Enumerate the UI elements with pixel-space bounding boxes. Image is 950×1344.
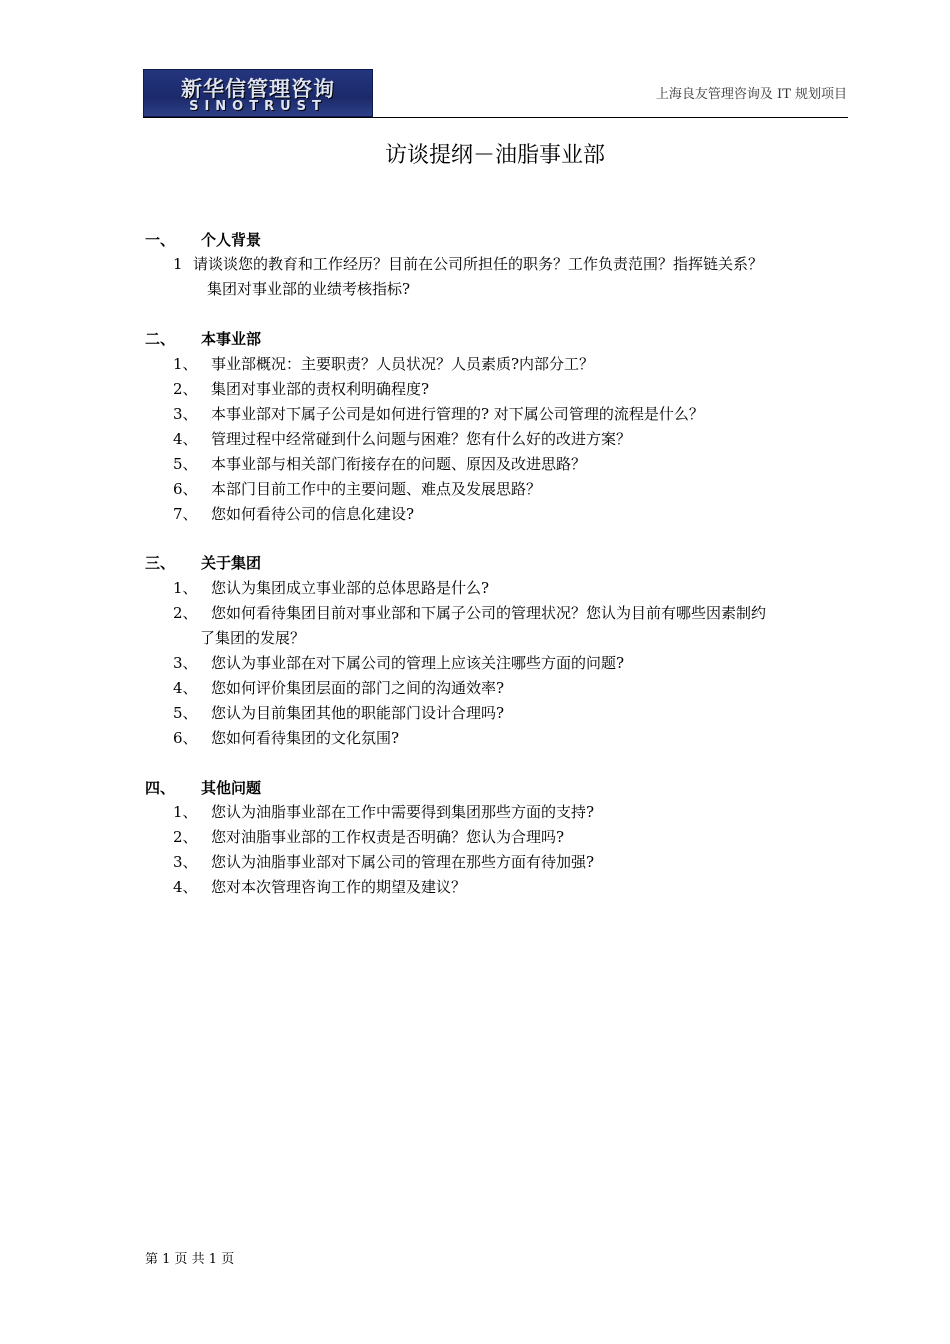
question-item	[173, 677, 853, 698]
section-heading	[145, 328, 261, 349]
section-heading	[145, 777, 261, 798]
question-item	[173, 876, 853, 897]
page-footer: 第 1 页 共 1 页	[145, 1252, 235, 1267]
question-number: 4、	[173, 679, 198, 697]
question-item	[173, 453, 853, 474]
question-number: 4、	[173, 430, 198, 448]
section-heading	[145, 552, 261, 573]
section-number: 三、	[145, 554, 176, 572]
section-title: 其他问题	[201, 779, 262, 797]
logo-chinese-text: 新华信管理咨询	[181, 77, 335, 101]
question-number: 2、	[173, 604, 198, 622]
company-logo	[143, 69, 373, 117]
section-title: 个人背景	[201, 231, 262, 249]
question-number: 7、	[173, 505, 198, 523]
question-text-continued: 了集团的发展？	[200, 629, 306, 647]
question-item	[173, 727, 853, 748]
question-text: 本部门目前工作中的主要问题、难点及发展思路？	[211, 480, 542, 498]
section-number: 四、	[145, 779, 176, 797]
question-item	[173, 378, 853, 399]
question-item	[173, 403, 853, 424]
question-number: 1、	[173, 579, 198, 597]
question-text: 您认为油脂事业部对下属公司的管理在那些方面有待加强?	[211, 853, 595, 871]
question-text-continued: 集团对事业部的业绩考核指标?	[207, 280, 411, 298]
section-title: 关于集团	[201, 554, 262, 572]
question-number: 3、	[173, 853, 198, 871]
header-project-name: 上海良友管理咨询及 IT 规划项目	[655, 87, 847, 102]
question-text: 管理过程中经常碰到什么问题与困难？您有什么好的改进方案？	[211, 430, 632, 448]
question-text: 您认为事业部在对下属公司的管理上应该关注哪些方面的问题?	[211, 654, 625, 672]
question-text: 本事业部与相关部门衔接存在的问题、原因及改进思路？	[211, 455, 587, 473]
logo-english-text: SINOTRUST	[189, 99, 327, 114]
header-divider	[143, 117, 848, 118]
question-number: 6、	[173, 729, 198, 747]
question-item	[173, 702, 853, 723]
question-text: 您如何看待集团目前对事业部和下属子公司的管理状况？您认为目前有哪些因素制约	[211, 604, 767, 622]
question-number: 1、	[173, 803, 198, 821]
question-item	[173, 478, 853, 499]
question-text: 您如何评价集团层面的部门之间的沟通效率?	[211, 679, 505, 697]
question-item	[173, 503, 853, 524]
section-number: 二、	[145, 330, 176, 348]
question-text: 集团对事业部的责权利明确程度?	[211, 380, 430, 398]
section-heading	[145, 229, 261, 250]
document-title: 访谈提纲－油脂事业部	[384, 143, 605, 168]
question-number: 1	[173, 255, 183, 273]
question-number: 3、	[173, 654, 198, 672]
question-item	[173, 577, 853, 598]
question-number: 2、	[173, 828, 198, 846]
question-number: 3、	[173, 405, 198, 423]
question-text: 您对油脂事业部的工作权责是否明确？您认为合理吗?	[211, 828, 565, 846]
question-text: 您认为目前集团其他的职能部门设计合理吗?	[211, 704, 505, 722]
question-number: 4、	[173, 878, 198, 896]
question-text: 您对本次管理咨询工作的期望及建议？	[211, 878, 467, 896]
question-text: 请谈谈您的教育和工作经历？目前在公司所担任的职务？工作负责范围？指挥链关系？	[193, 255, 764, 273]
question-text: 您认为集团成立事业部的总体思路是什么?	[211, 579, 490, 597]
question-number: 2、	[173, 380, 198, 398]
question-number: 5、	[173, 704, 198, 722]
section-number: 一、	[145, 231, 176, 249]
question-text: 您认为油脂事业部在工作中需要得到集团那些方面的支持?	[211, 803, 595, 821]
question-text: 事业部概况：主要职责？人员状况？人员素质?内部分工？	[211, 355, 595, 373]
question-text: 本事业部对下属子公司是如何进行管理的? 对下属公司管理的流程是什么？	[211, 405, 704, 423]
question-number: 1、	[173, 355, 198, 373]
question-item	[173, 602, 853, 623]
question-item	[173, 353, 853, 374]
question-item	[173, 851, 853, 872]
question-text: 您如何看待集团的文化氛围?	[211, 729, 400, 747]
question-number: 5、	[173, 455, 198, 473]
question-item	[173, 428, 853, 449]
question-item	[173, 253, 853, 274]
question-item	[173, 801, 853, 822]
question-text: 您如何看待公司的信息化建设?	[211, 505, 415, 523]
question-item	[173, 826, 853, 847]
question-number: 6、	[173, 480, 198, 498]
section-title: 本事业部	[201, 330, 262, 348]
question-item	[173, 652, 853, 673]
